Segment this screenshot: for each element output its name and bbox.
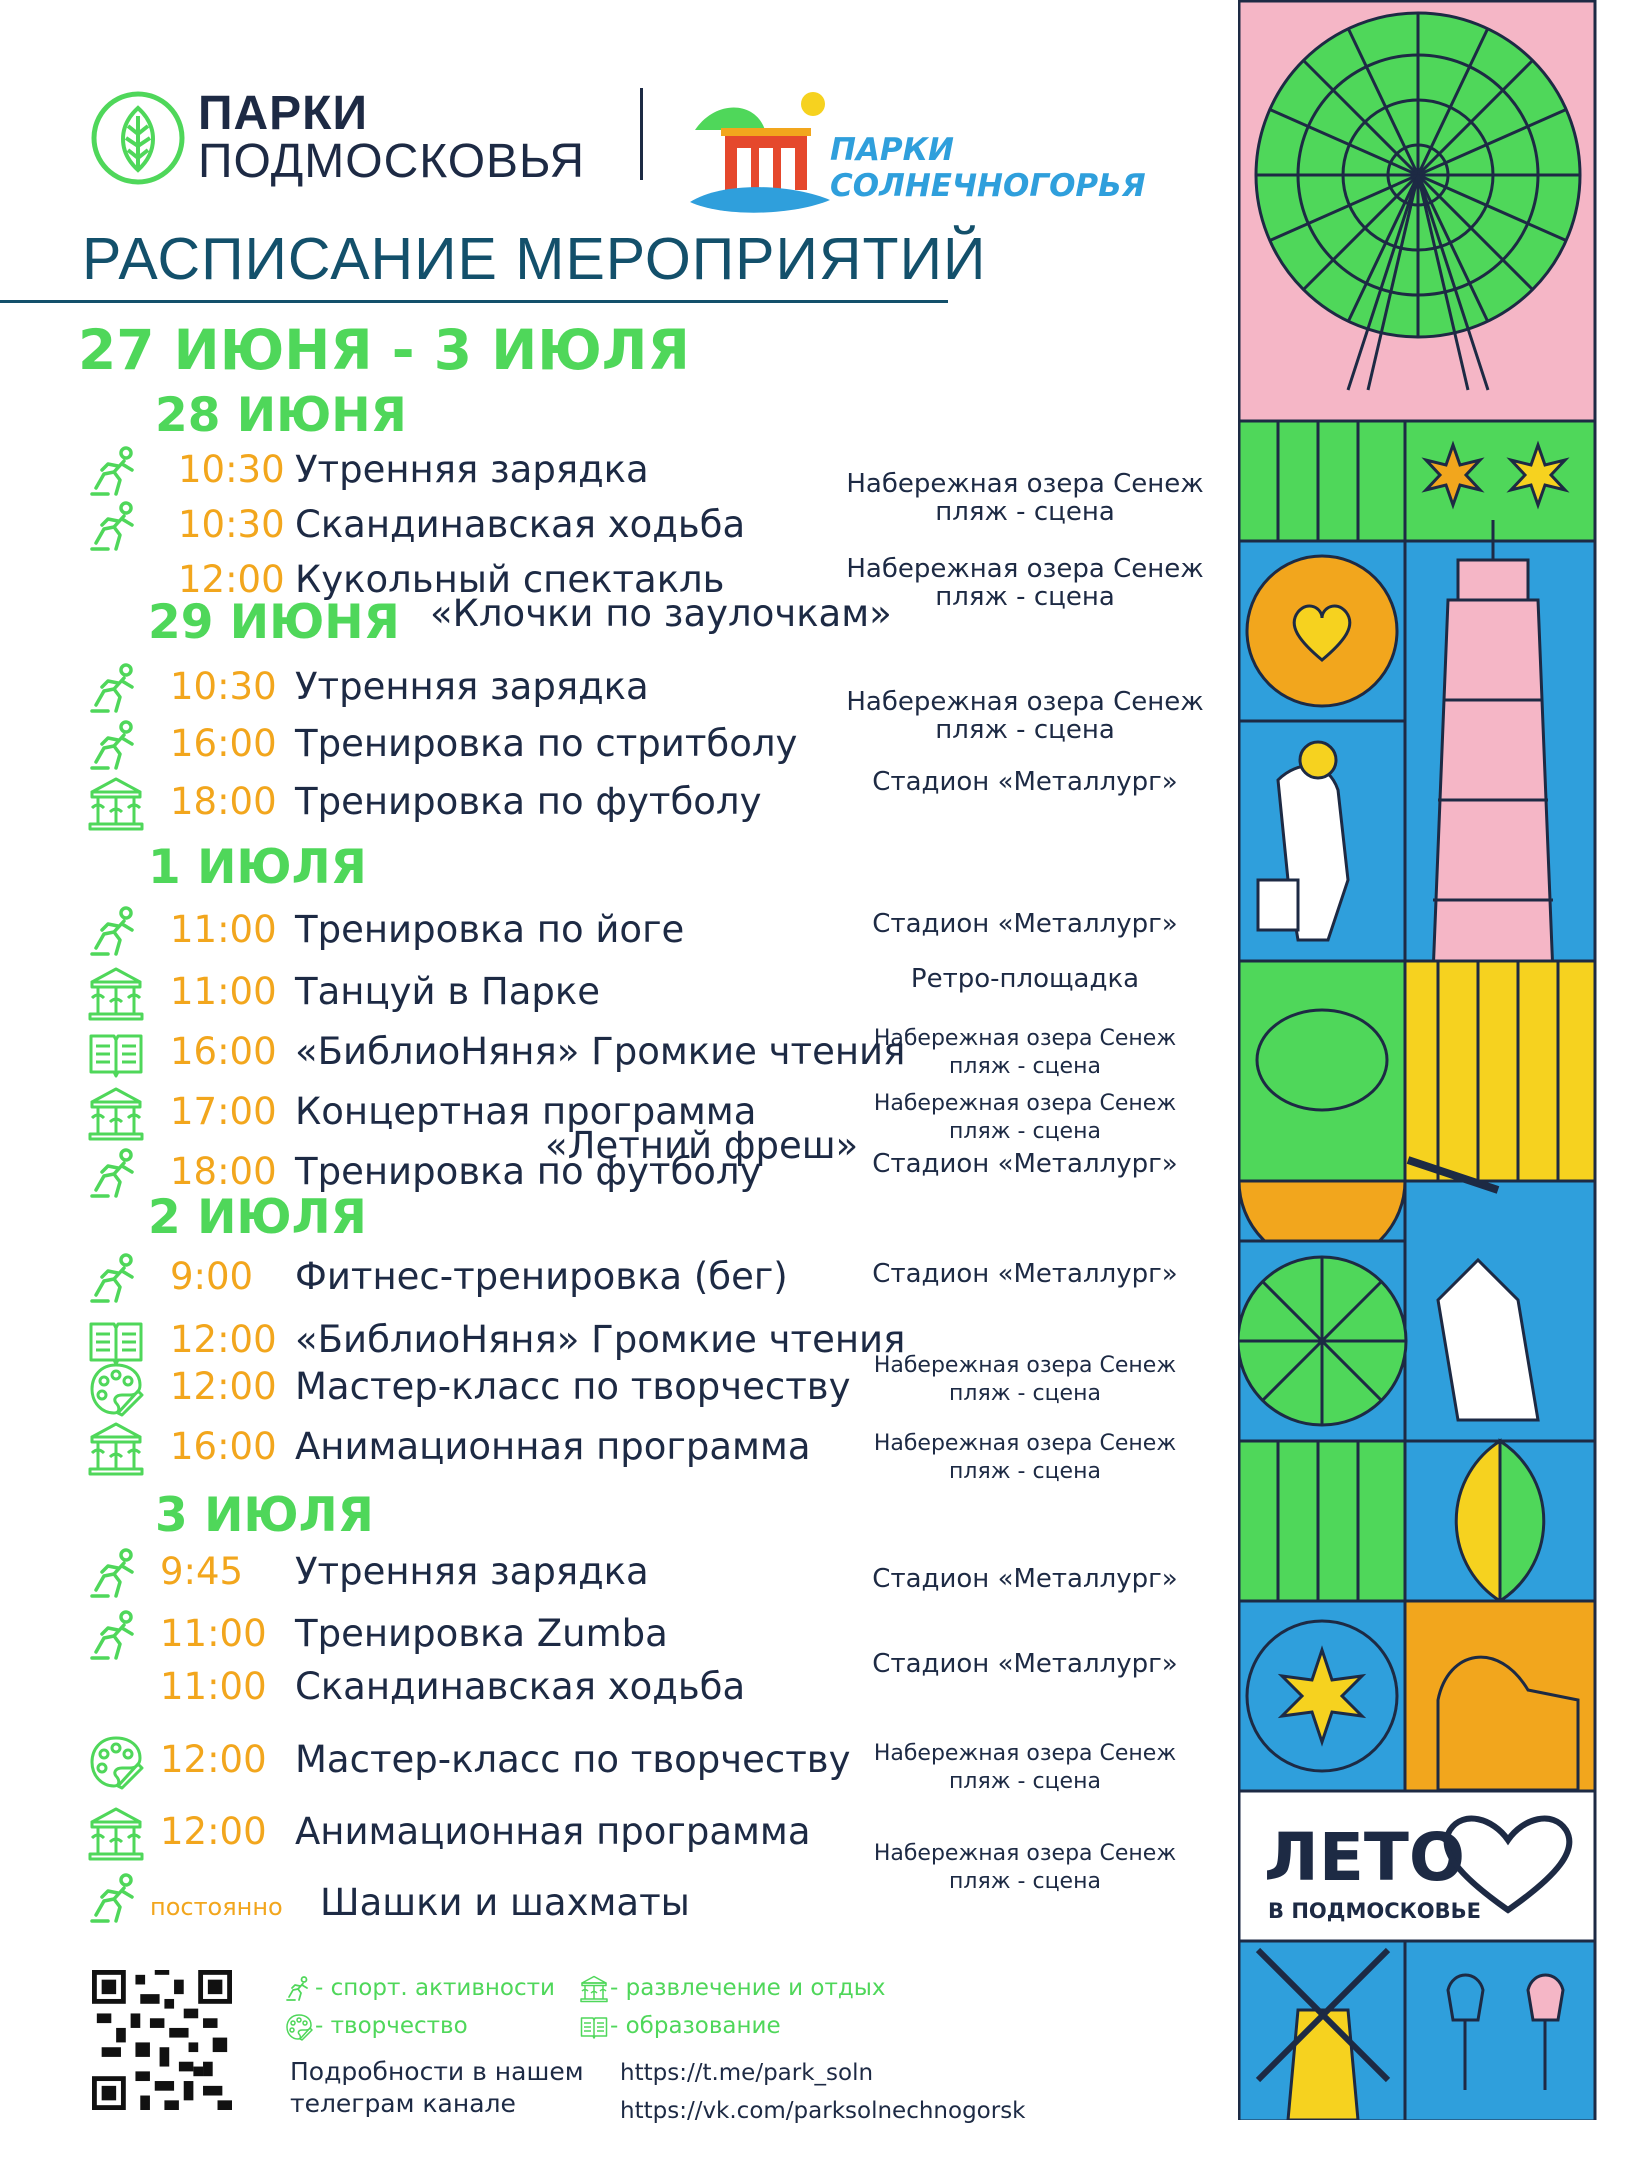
event-row xyxy=(0,908,920,958)
location-line1: Набережная озера Сенеж xyxy=(873,1841,1177,1866)
info-line2: телеграм канале xyxy=(290,2089,516,2118)
legend-education: - образование xyxy=(610,2013,781,2039)
event-title-line2: «Клочки по заулочкам» xyxy=(430,592,892,635)
event-title: «БиблиоНяня» Громкие чтения xyxy=(295,1030,906,1073)
location-line1: Стадион «Металлург» xyxy=(872,1149,1178,1179)
event-row xyxy=(0,1738,920,1788)
location-line1: Набережная озера Сенеж xyxy=(846,687,1204,717)
event-row xyxy=(0,1090,920,1167)
event-title: Анимационная программа xyxy=(295,1425,811,1468)
sport-icon xyxy=(88,499,144,555)
logo1-line2: ПОДМОСКОВЬЯ xyxy=(198,135,586,188)
event-title: Фитнес-тренировка (бег) xyxy=(295,1255,788,1298)
event-title: Утренняя зарядка xyxy=(295,665,649,708)
logo1-line1: ПАРКИ xyxy=(198,87,368,140)
event-title: Скандинавская ходьба xyxy=(295,503,746,546)
event-title: Анимационная программа xyxy=(295,1810,811,1853)
leaf-logo-icon xyxy=(90,90,186,186)
event-location xyxy=(830,1090,1220,1146)
location-line2: пляж - сцена xyxy=(949,1459,1101,1484)
carousel-icon xyxy=(580,1975,608,2003)
vk-link[interactable]: https://vk.com/parksolnechnogorsk xyxy=(620,2098,1026,2124)
event-time: 10:30 xyxy=(178,503,285,546)
book-icon xyxy=(88,1026,144,1082)
day-heading: 29 ИЮНЯ xyxy=(148,595,400,650)
event-location xyxy=(830,470,1220,526)
event-time: 11:00 xyxy=(170,970,277,1013)
event-time: 12:00 xyxy=(178,558,285,601)
leto-title: ЛЕТО xyxy=(1264,1819,1466,1896)
event-location xyxy=(830,1025,1220,1081)
event-time: 12:00 xyxy=(160,1810,267,1853)
location-line1: Набережная озера Сенеж xyxy=(846,554,1204,584)
parks-podmoskovya-logo xyxy=(90,88,610,188)
location-line2: пляж - сцена xyxy=(935,497,1115,527)
event-title: Тренировка по футболу xyxy=(295,1150,762,1193)
location-line1: Набережная озера Сенеж xyxy=(873,1353,1177,1378)
carousel-icon xyxy=(88,776,144,832)
event-row xyxy=(0,1255,920,1305)
carousel-icon xyxy=(88,1806,144,1862)
event-row xyxy=(0,1150,920,1200)
event-location xyxy=(830,1840,1220,1896)
event-title: Тренировка Zumba xyxy=(295,1612,668,1655)
location-line2: пляж - сцена xyxy=(949,1381,1101,1406)
event-location xyxy=(830,1260,1220,1288)
event-location xyxy=(830,1565,1220,1593)
day-heading: 3 ИЮЛЯ xyxy=(155,1488,374,1543)
location-line2: пляж - сцена xyxy=(935,715,1115,745)
location-line1: Стадион «Металлург» xyxy=(872,1649,1178,1679)
event-time: 10:30 xyxy=(178,448,285,491)
telegram-link[interactable]: https://t.me/park_soln xyxy=(620,2060,874,2086)
title-underline xyxy=(0,300,948,303)
date-range: 27 ИЮНЯ - 3 ИЮЛЯ xyxy=(78,318,690,382)
legend-leisure: - развлечение и отдых xyxy=(610,1975,886,2001)
event-location xyxy=(830,1150,1220,1178)
location-line1: Стадион «Металлург» xyxy=(872,1259,1178,1289)
location-line2: пляж - сцена xyxy=(935,582,1115,612)
location-line1: Ретро-площадка xyxy=(910,964,1140,994)
location-line1: Набережная озера Сенеж xyxy=(873,1091,1177,1116)
event-row xyxy=(0,1665,920,1715)
event-row xyxy=(0,1875,920,1925)
location-line1: Стадион «Металлург» xyxy=(872,767,1178,797)
event-time: 9:45 xyxy=(160,1550,244,1593)
arch-logo-icon xyxy=(685,90,835,220)
event-row xyxy=(0,1612,920,1662)
event-time: 11:00 xyxy=(160,1665,267,1708)
event-row xyxy=(0,1810,920,1860)
event-title: «БиблиоНяня» Громкие чтения xyxy=(295,1318,906,1361)
location-line1: Набережная озера Сенеж xyxy=(846,469,1204,499)
event-location xyxy=(830,555,1220,611)
legend-creative: - творчество xyxy=(315,2013,468,2039)
sport-icon xyxy=(88,1146,144,1202)
event-title: Тренировка по футболу xyxy=(295,780,762,823)
location-line2: пляж - сцена xyxy=(949,1119,1101,1144)
palette-icon xyxy=(88,1734,144,1790)
event-title: Танцуй в Парке xyxy=(295,970,601,1013)
event-row xyxy=(0,1030,920,1080)
telegram-info xyxy=(290,2056,584,2120)
event-title: Скандинавская ходьба xyxy=(295,1665,746,1708)
info-line1: Подробности в нашем xyxy=(290,2057,584,2086)
event-row xyxy=(0,970,920,1020)
event-location xyxy=(830,1740,1220,1796)
event-location xyxy=(830,1650,1220,1678)
event-title: Тренировка по стритболу xyxy=(295,722,798,765)
event-title-line2: «Летний фреш» xyxy=(545,1124,859,1167)
location-line2: пляж - сцена xyxy=(949,1769,1101,1794)
day-heading: 28 ИЮНЯ xyxy=(155,388,407,443)
event-title: Мастер-класс по творчеству xyxy=(295,1738,851,1781)
event-title: Кукольный спектакль xyxy=(295,558,725,601)
location-line2: пляж - сцена xyxy=(949,1054,1101,1079)
palette-icon xyxy=(88,1361,144,1417)
event-title: Концертная программа xyxy=(295,1090,757,1133)
event-time: 12:00 xyxy=(160,1738,267,1781)
event-row xyxy=(0,1425,920,1475)
carousel-icon xyxy=(88,966,144,1022)
palette-icon xyxy=(285,2013,313,2041)
event-location xyxy=(830,1430,1220,1486)
event-time: 10:30 xyxy=(170,665,277,708)
location-line1: Набережная озера Сенеж xyxy=(873,1741,1177,1766)
event-location xyxy=(830,1352,1220,1408)
summer-banner-illustration xyxy=(1238,0,1598,2120)
event-title: Тренировка по йоге xyxy=(295,908,685,951)
parks-solnechnogorya-logo xyxy=(685,90,1155,220)
event-location xyxy=(830,910,1220,938)
qr-code xyxy=(92,1970,232,2110)
location-line1: Набережная озера Сенеж xyxy=(873,1431,1177,1456)
location-line2: пляж - сцена xyxy=(949,1869,1101,1894)
event-time: 17:00 xyxy=(170,1090,277,1133)
event-time: 16:00 xyxy=(170,1030,277,1073)
sport-icon xyxy=(88,1251,144,1307)
event-time: 18:00 xyxy=(170,1150,277,1193)
event-row xyxy=(0,448,920,498)
carousel-icon xyxy=(88,1086,144,1142)
event-title: Мастер-класс по творчеству xyxy=(295,1365,851,1408)
event-time: 18:00 xyxy=(170,780,277,823)
legend xyxy=(285,1975,925,2055)
event-row xyxy=(0,1365,920,1415)
book-icon xyxy=(580,2013,608,2041)
event-row xyxy=(0,665,920,715)
event-row xyxy=(0,722,920,772)
logo2-line2: СОЛНЕЧНОГОРЬЯ xyxy=(830,168,1146,204)
event-time: 16:00 xyxy=(170,722,277,765)
event-title: Утренняя зарядка xyxy=(295,448,649,491)
event-row xyxy=(0,1550,920,1600)
sport-icon xyxy=(88,1546,144,1602)
logo2-line1: ПАРКИ xyxy=(830,132,954,168)
event-location xyxy=(830,965,1220,993)
sport-icon xyxy=(88,661,144,717)
location-line1: Стадион «Металлург» xyxy=(872,1564,1178,1594)
sport-icon xyxy=(88,1871,144,1927)
logo-divider xyxy=(640,88,643,180)
event-title: Утренняя зарядка xyxy=(295,1550,649,1593)
location-line1: Стадион «Металлург» xyxy=(872,909,1178,939)
day-heading: 2 ИЮЛЯ xyxy=(148,1190,367,1245)
event-time: постоянно xyxy=(150,1893,283,1921)
legend-sport: - спорт. активности xyxy=(315,1975,555,2001)
event-time: 12:00 xyxy=(170,1365,277,1408)
leto-sub: В ПОДМОСКОВЬЕ xyxy=(1268,1899,1481,1923)
sport-icon xyxy=(88,718,144,774)
event-row xyxy=(0,503,920,553)
event-time: 12:00 xyxy=(170,1318,277,1361)
event-time: 11:00 xyxy=(160,1612,267,1655)
event-time: 9:00 xyxy=(170,1255,254,1298)
day-heading: 1 ИЮЛЯ xyxy=(148,840,367,895)
carousel-icon xyxy=(88,1421,144,1477)
location-line1: Набережная озера Сенеж xyxy=(873,1026,1177,1051)
sport-icon xyxy=(88,444,144,500)
event-row xyxy=(0,780,920,830)
sport-icon xyxy=(88,904,144,960)
sport-icon xyxy=(285,1975,313,2003)
event-location xyxy=(830,688,1220,744)
sport-icon xyxy=(88,1608,144,1664)
event-title: Шашки и шахматы xyxy=(320,1881,690,1924)
page-title: РАСПИСАНИЕ МЕРОПРИЯТИЙ xyxy=(82,226,987,292)
event-time: 16:00 xyxy=(170,1425,277,1468)
event-time: 11:00 xyxy=(170,908,277,951)
event-location xyxy=(830,768,1220,796)
